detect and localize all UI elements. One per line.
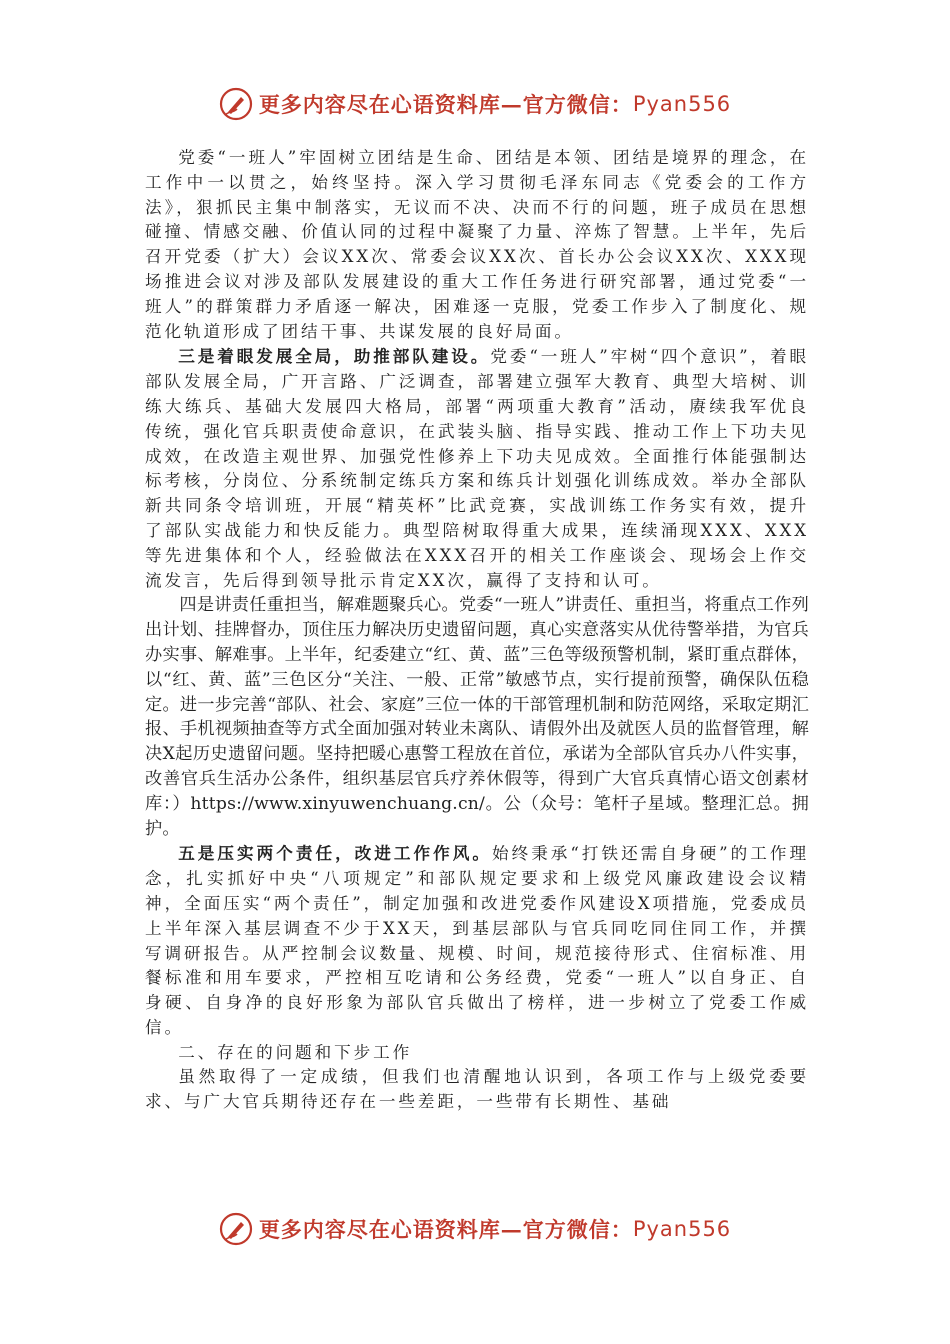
section-heading-problems: 二、存在的问题和下步工作 (178, 1042, 413, 1062)
banner-wechat-id: Pyan556 (632, 92, 732, 116)
paragraph-unity: 党委“一班人”牢固树立团结是生命、团结是本领、团结是境界的理念，在工作中一以贯之，始终坚持。深入学习贯彻毛泽东同志《党委会的工作方法》，狠抓民主集中制落实，无议而不决、决而不行的问题，班子成员在思想碰撞、情感交融、价值认同的过程中凝聚了力量、淬炼了智慧。上半年，先后召开党委（扩大）会议XX次、常委会议XX次、首长办公会议XX次、XXX现场推进会议对涉及部队发展建设的重大工作任务进行研究部署，通过党委“一班人”的群策群力矛盾逐一解决，困难逐一克服，党委工作步入了制度化、规范化轨道形成了团结干事、共谋发展的良好局面。 (145, 148, 809, 341)
paragraph-work-style (145, 841, 809, 1040)
pen-logo-icon (219, 87, 253, 121)
banner-text: 更多内容尽在心语资料库—官方微信： (258, 92, 633, 117)
paragraph-problems: 虽然取得了一定成绩，但我们也清醒地认识到，各项工作与上级党委要求、与广大官兵期待还存在一些差距，一些带有长期性、基础 (145, 1067, 809, 1112)
footer-banner (0, 1209, 950, 1249)
paragraph-responsibility: 四是讲责任重担当，解难题聚兵心。党委“一班人”讲责任、重担当，将重点工作列出计划、挂牌督办，顶住压力解决历史遗留问题，真心实意落实从优待警举措，为官兵办实事、解难事。上半年，纪委建立“红、黄、蓝”三色等级预警机制，紧盯重点群体，以“红、黄、蓝”三色区分“关注、一般、正常”敏感节点，实行提前预警，确保队伍稳定。进一步完善“部队、社会、家庭”三位一体的干部管理机制和防范网络，采取定期汇报、手机视频抽查等方式全面加强对转业未离队、请假外出及就医人员的监督管理，解决X起历史遗留问题。坚持把暖心惠警工程放在首位，承诺为全部队官兵办八件实事，改善官兵生活办公条件，组织基层官兵疗养休假等，得到广大官兵真情心语文创素材库：）https://www.xinyuwenchuang.cn/。公（众号：笔杆子星域。整理汇总。拥护。 (145, 595, 809, 839)
paragraph-development (145, 344, 809, 593)
document-body (145, 146, 809, 1115)
paragraph-development-lead: 三是着眼发展全局，助推部队建设。 (178, 346, 491, 367)
pen-logo-icon (219, 1212, 253, 1246)
paragraph-development-body: 党委“一班人”牢树“四个意识”，着眼部队发展全局，广开言路、广泛调查，部署建立强军大教育、典型大培树、训练大练兵、基础大发展四大格局，部署“两项重大教育”活动，赓续我军优良传统，强化官兵职责使命意识，在武装头脑、指导实践、推动工作上下功夫见成效，在改造主观世界、加强党性修养上下功夫见成效。全面推行体能强制达标考核，分岗位、分系统制定练兵方案和练兵计划强化训练成效。举办全部队新共同条令培训班，开展“精英杯”比武竞赛，实战训练工作务实有效，提升了部队实战能力和快反能力。典型陪树取得重大成果，连续涌现XXX、XXX等先进集体和个人，经验做法在XXX召开的相关工作座谈会、现场会上作交流发言，先后得到领导批示肯定XX次，赢得了支持和认可。 (145, 347, 809, 590)
header-banner (0, 84, 950, 124)
banner-text: 更多内容尽在心语资料库—官方微信： (258, 1217, 633, 1242)
paragraph-work-style-lead: 五是压实两个责任，改进工作作风。 (178, 843, 492, 864)
paragraph-work-style-body: 始终秉承“打铁还需自身硬”的工作理念，扎实抓好中央“八项规定”和部队规定要求和上级党风廉政建设会议精神，全面压实“两个责任”，制定加强和改进党委作风建设X项措施，党委成员上半年深入基层调查不少于XX天，到基层部队与官兵同吃同住同工作，并撰写调研报告。从严控制会议数量、规模、时间，规范接待形式、住宿标准、用餐标准和用车要求，严控相互吃请和公务经费，党委“一班人”以自身正、自身硬、自身净的良好形象为部队官兵做出了榜样，进一步树立了党委工作威信。 (145, 844, 810, 1037)
banner-wechat-id: Pyan556 (632, 1217, 732, 1241)
